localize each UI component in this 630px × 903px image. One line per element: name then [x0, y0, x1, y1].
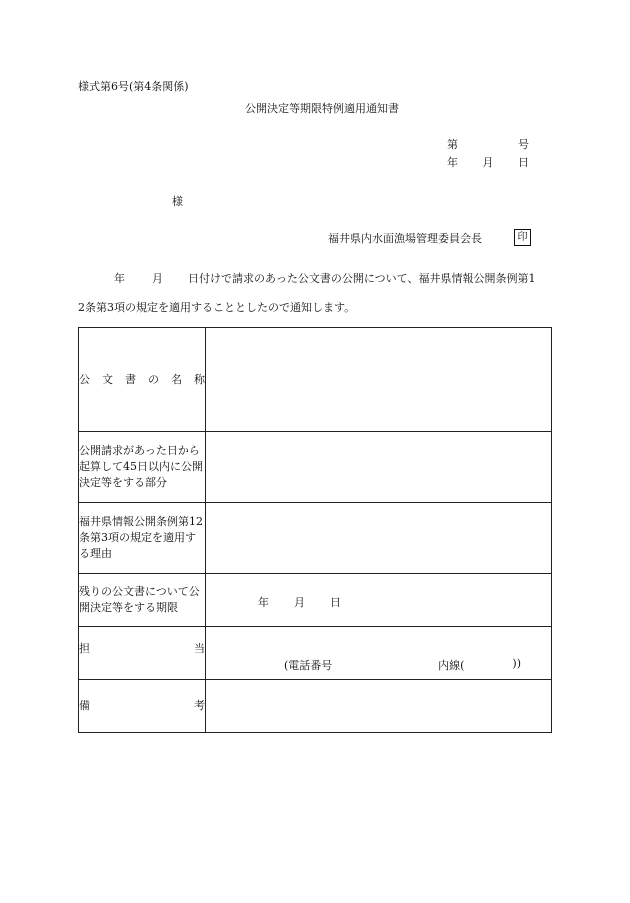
table-row	[79, 574, 552, 627]
table-row	[79, 432, 552, 503]
issue-date-day: 日	[518, 156, 529, 169]
document-number-prefix: 第	[447, 138, 458, 151]
body-line-2: 2条第3項の規定を適用することとしたので通知します。	[78, 301, 356, 314]
issue-date-year: 年	[447, 156, 458, 169]
table-row	[79, 680, 552, 733]
extension-open: 内線(	[438, 659, 465, 672]
table-row	[79, 627, 552, 680]
field-remarks[interactable]	[206, 680, 552, 733]
body-year: 年	[114, 272, 125, 285]
addressee-honorific: 様	[172, 195, 183, 208]
document-number-suffix: 号	[518, 138, 529, 151]
label-partial-disclosure: 公開請求があった日から起算して45日以内に公開決定等をする部分	[79, 432, 206, 503]
body-line-1	[78, 272, 535, 286]
label-reason: 福井県情報公開条例第12条第3項の規定を適用する理由	[79, 503, 206, 574]
label-document-name: 公 文 書 の 名 称	[79, 328, 206, 432]
field-contact[interactable]	[206, 627, 552, 680]
extension-close: ))	[512, 657, 521, 670]
label-remarks: 備考	[79, 680, 206, 733]
form-number: 様式第6号(第4条関係)	[78, 80, 189, 93]
body-line-1-text: 日付けで請求のあった公文書の公開について、福井県情報公開条例第1	[188, 272, 536, 285]
body-month: 月	[152, 272, 163, 285]
field-partial-disclosure[interactable]	[206, 432, 552, 503]
table-row	[79, 503, 552, 574]
issue-date-month: 月	[482, 156, 494, 169]
field-reason[interactable]	[206, 503, 552, 574]
field-deadline[interactable]	[206, 574, 552, 627]
label-deadline: 残りの公文書について公開決定等をする期限	[79, 574, 206, 627]
seal-mark: 印	[514, 229, 531, 246]
document-title: 公開決定等期限特例適用通知書	[245, 102, 399, 115]
issue-date	[447, 156, 529, 170]
phone-label: (電話番号	[284, 659, 333, 672]
deadline-day: 日	[330, 596, 341, 609]
label-contact: 担当	[79, 627, 206, 680]
form-table	[78, 327, 552, 733]
deadline-year: 年	[258, 596, 269, 609]
table-row	[79, 328, 552, 432]
document-number	[447, 138, 529, 152]
extension	[438, 657, 521, 673]
deadline-month: 月	[294, 596, 305, 609]
issuer-name: 福井県内水面漁場管理委員会長	[328, 232, 482, 245]
field-document-name[interactable]	[206, 328, 552, 432]
